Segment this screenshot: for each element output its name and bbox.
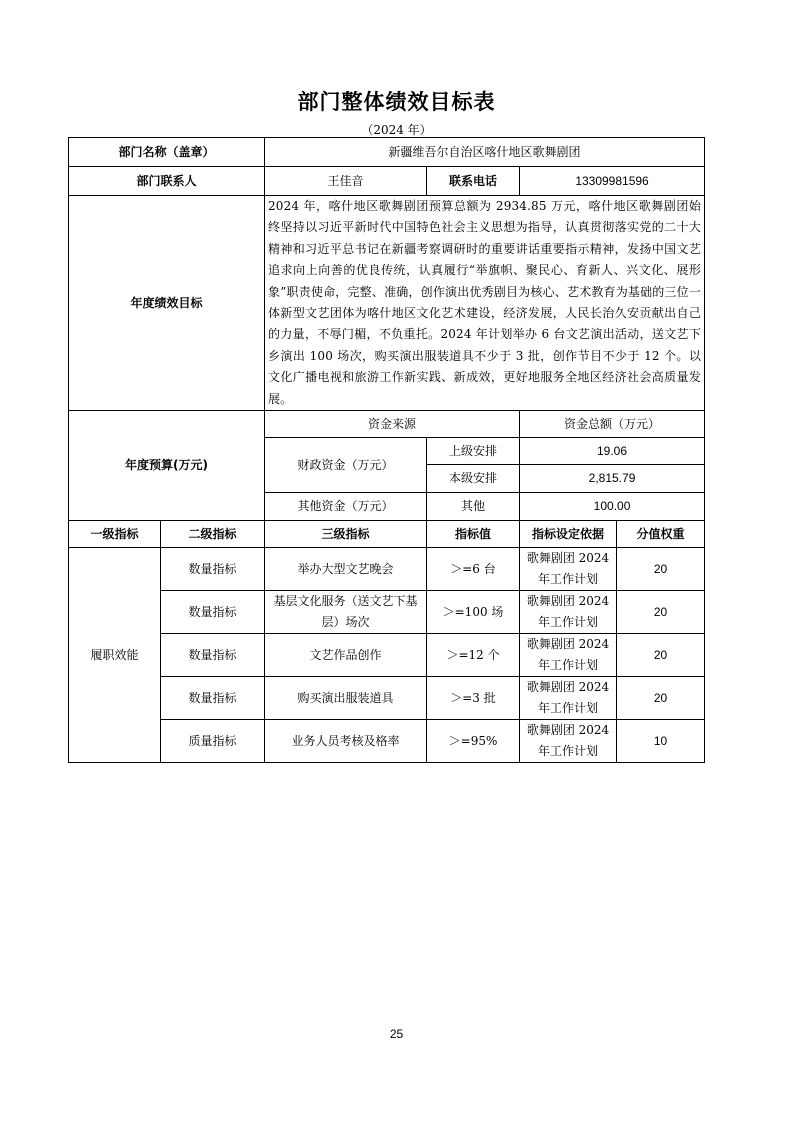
level3-indicator: 基层文化服务（送文艺下基层）场次	[265, 591, 427, 634]
dept-name-value: 新疆维吾尔自治区喀什地区歌舞剧团	[265, 138, 705, 167]
phone-value: 13309981596	[520, 167, 705, 196]
indicator-weight: 10	[617, 720, 705, 763]
table-row	[69, 677, 705, 720]
level1-indicator: 履职效能	[69, 548, 161, 763]
level3-indicator: 业务人员考核及格率	[265, 720, 427, 763]
indicator-value: ＞=3 批	[427, 677, 520, 720]
level2-indicator: 质量指标	[161, 720, 265, 763]
col-header-level1: 一级指标	[69, 521, 161, 548]
indicator-basis: 歌舞剧团 2024 年工作计划	[520, 634, 617, 677]
other-sub-label: 其他	[427, 493, 520, 521]
level2-indicator: 数量指标	[161, 548, 265, 591]
page-title: 部门整体绩效目标表	[297, 90, 496, 114]
local-allocation-value: 2,815.79	[520, 465, 705, 493]
indicator-value: ＞=100 场	[427, 591, 520, 634]
goal-row	[69, 196, 705, 411]
page-number: 25	[389, 1027, 404, 1041]
fund-total-header: 资金总额（万元）	[520, 411, 705, 438]
contact-row	[69, 167, 705, 196]
col-header-weight: 分值权重	[617, 521, 705, 548]
col-header-value: 指标值	[427, 521, 520, 548]
level2-indicator: 数量指标	[161, 677, 265, 720]
local-allocation-label: 本级安排	[427, 465, 520, 493]
indicator-header-row	[69, 521, 705, 548]
table-row	[69, 548, 705, 591]
level2-indicator: 数量指标	[161, 591, 265, 634]
indicator-basis: 歌舞剧团 2024 年工作计划	[520, 677, 617, 720]
budget-header-row	[69, 411, 705, 438]
indicator-weight: 20	[617, 548, 705, 591]
contact-value: 王佳音	[265, 167, 427, 196]
col-header-level2: 二级指标	[161, 521, 265, 548]
indicator-value: ＞=12 个	[427, 634, 520, 677]
indicator-basis: 歌舞剧团 2024 年工作计划	[520, 591, 617, 634]
table-row	[69, 720, 705, 763]
indicator-value: ＞=6 台	[427, 548, 520, 591]
goal-text: 2024 年，喀什地区歌舞剧团预算总额为 2934.85 万元，喀什地区歌舞剧团始终坚持以习近平新时代中国特色社会主义思想为指导，认真贯彻落实党的二十大精神和习近平总书记在新疆考察调研时的重要讲话重要指示精神，发扬中国文艺追求向上向善的优良传统，认真履行“举旗帜、聚民心、育新人、兴文化、展形象”职责使命，完整、准确，创作演出优秀剧目为核心、艺术教育为基础的三位一体新型文艺团体为喀什地区文化艺术建设，经济发展，人民长治久安贡献出自己的力量，不辱门楣，不负重托。2024 年计划举办 6 台文艺演出活动，送文艺下乡演出 100 场次，购买演出服装道具不少于 3 批，创作节目不少于 12 个。以文化广播电视和旅游工作新实践、新成效，更好地服务全地区经济社会高质量发展。	[265, 196, 705, 411]
upper-allocation-value: 19.06	[520, 438, 705, 465]
goal-label: 年度绩效目标	[69, 196, 265, 411]
indicator-weight: 20	[617, 591, 705, 634]
contact-label: 部门联系人	[69, 167, 265, 196]
col-header-level3: 三级指标	[265, 521, 427, 548]
fund-source-header: 资金来源	[265, 411, 520, 438]
fiscal-fund-label: 财政资金（万元）	[265, 438, 427, 493]
performance-target-table	[68, 137, 705, 763]
level3-indicator: 举办大型文艺晚会	[265, 548, 427, 591]
budget-label: 年度预算(万元)	[69, 411, 265, 521]
other-fund-value: 100.00	[520, 493, 705, 521]
col-header-basis: 指标设定依据	[520, 521, 617, 548]
indicator-weight: 20	[617, 634, 705, 677]
year-subtitle: （2024 年）	[361, 123, 432, 137]
dept-name-row	[69, 138, 705, 167]
level3-indicator: 文艺作品创作	[265, 634, 427, 677]
upper-allocation-label: 上级安排	[427, 438, 520, 465]
indicator-value: ＞=95%	[427, 720, 520, 763]
other-fund-label: 其他资金（万元）	[265, 493, 427, 521]
level2-indicator: 数量指标	[161, 634, 265, 677]
indicator-weight: 20	[617, 677, 705, 720]
dept-name-label: 部门名称（盖章）	[69, 138, 265, 167]
indicator-basis: 歌舞剧团 2024 年工作计划	[520, 720, 617, 763]
table-row	[69, 591, 705, 634]
level3-indicator: 购买演出服装道具	[265, 677, 427, 720]
table-row	[69, 634, 705, 677]
phone-label: 联系电话	[427, 167, 520, 196]
indicator-basis: 歌舞剧团 2024 年工作计划	[520, 548, 617, 591]
